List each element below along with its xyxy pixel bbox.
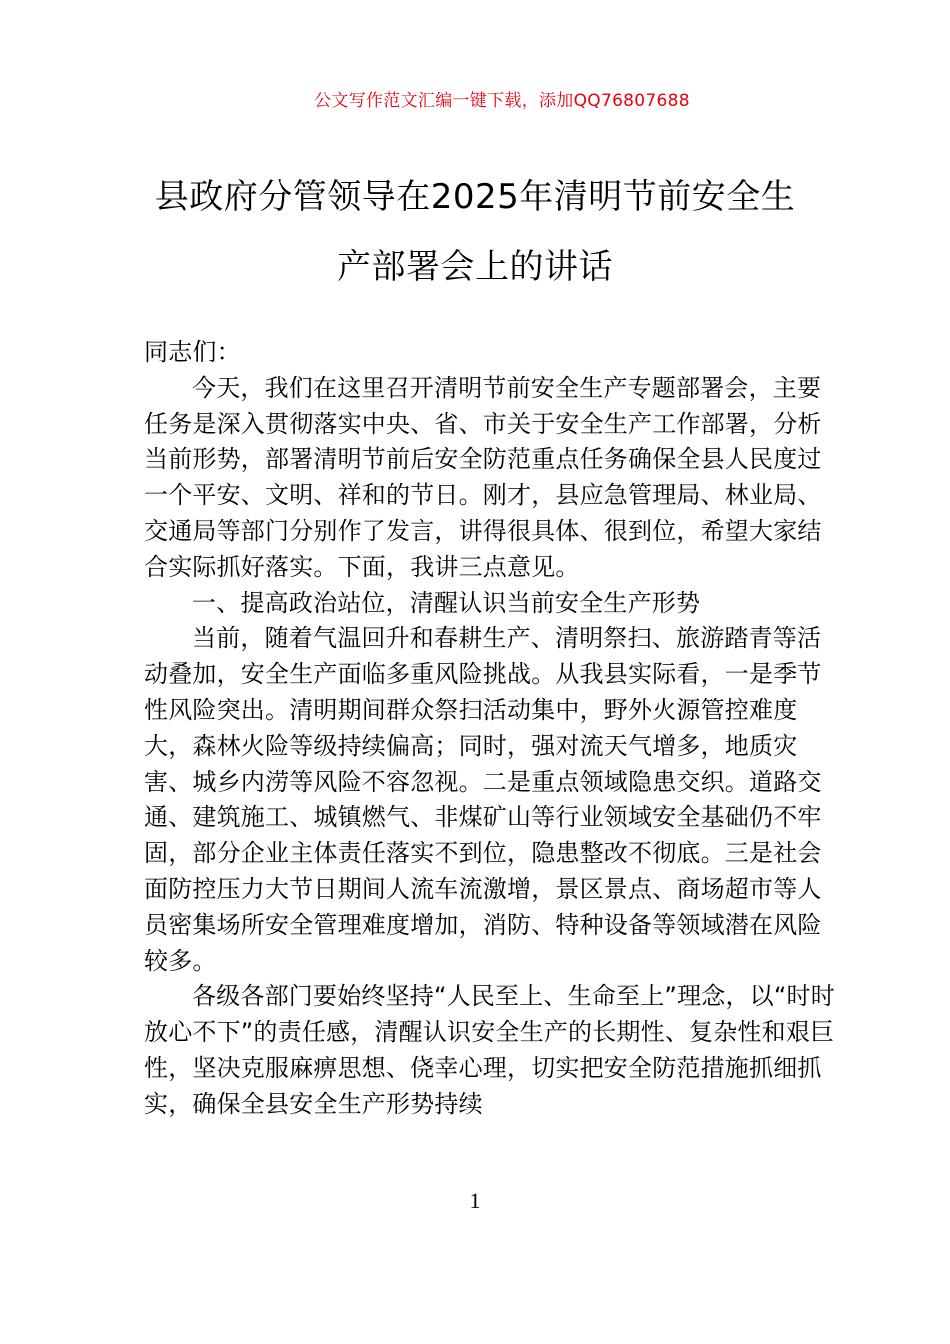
document-body — [144, 335, 844, 1123]
salutation: 同志们： — [144, 338, 241, 366]
document-title-line-2: 产部署会上的讲话 — [337, 247, 613, 287]
paragraph-requirements: 各级各部门要始终坚持“人民至上、生命至上”理念，以“时时放心不下”的责任感，清醒认识安全生产的长期性、复杂性和艰巨性，坚决克服麻痹思想、侥幸心理，切实把安全防范措施抓细抓实，确保全县安全生产形势持续 — [144, 982, 835, 1118]
section-heading-1: 一、提高政治站位，清醒认识当前安全生产形势 — [192, 588, 701, 617]
paragraph-situation: 当前，随着气温回升和春耕生产、清明祭扫、旅游踏青等活动叠加，安全生产面临多重风险挑战。从我县实际看，一是季节性风险突出。清明期间群众祭扫活动集中，野外火源管控难度大，森林火险等级持续偏高；同时，强对流天气增多，地质灾害、城乡内涝等风险不容忽视。二是重点领域隐患交织。道路交通、建筑施工、城镇燃气、非煤矿山等行业领域安全基础仍不牢固，部分企业主体责任落实不到位，隐患整改不彻底。三是社会面防控压力大节日期间人流车流激增，景区景点、商场超市等人员密集场所安全管理难度增加，消防、特种设备等领域潜在风险较多。 — [144, 624, 822, 975]
document-title-line-1: 县政府分管领导在2025年清明节前安全生 — [154, 177, 796, 217]
paragraph-opening: 今天，我们在这里召开清明节前安全生产专题部署会，主要任务是深入贯彻落实中央、省、市关于安全生产工作部署，分析当前形势，部署清明节前后安全防范重点任务确保全县人民度过一个平安、文明、祥和的节日。刚才，县应急管理局、林业局、交通局等部门分别作了发言，讲得很具体、很到位，希望大家结合实际抓好落实。下面，我讲三点意见。 — [144, 373, 822, 581]
page-number: 1 — [469, 1188, 481, 1213]
download-notice: 公文写作范文汇编一键下载，添加QQ76807688 — [314, 91, 690, 111]
